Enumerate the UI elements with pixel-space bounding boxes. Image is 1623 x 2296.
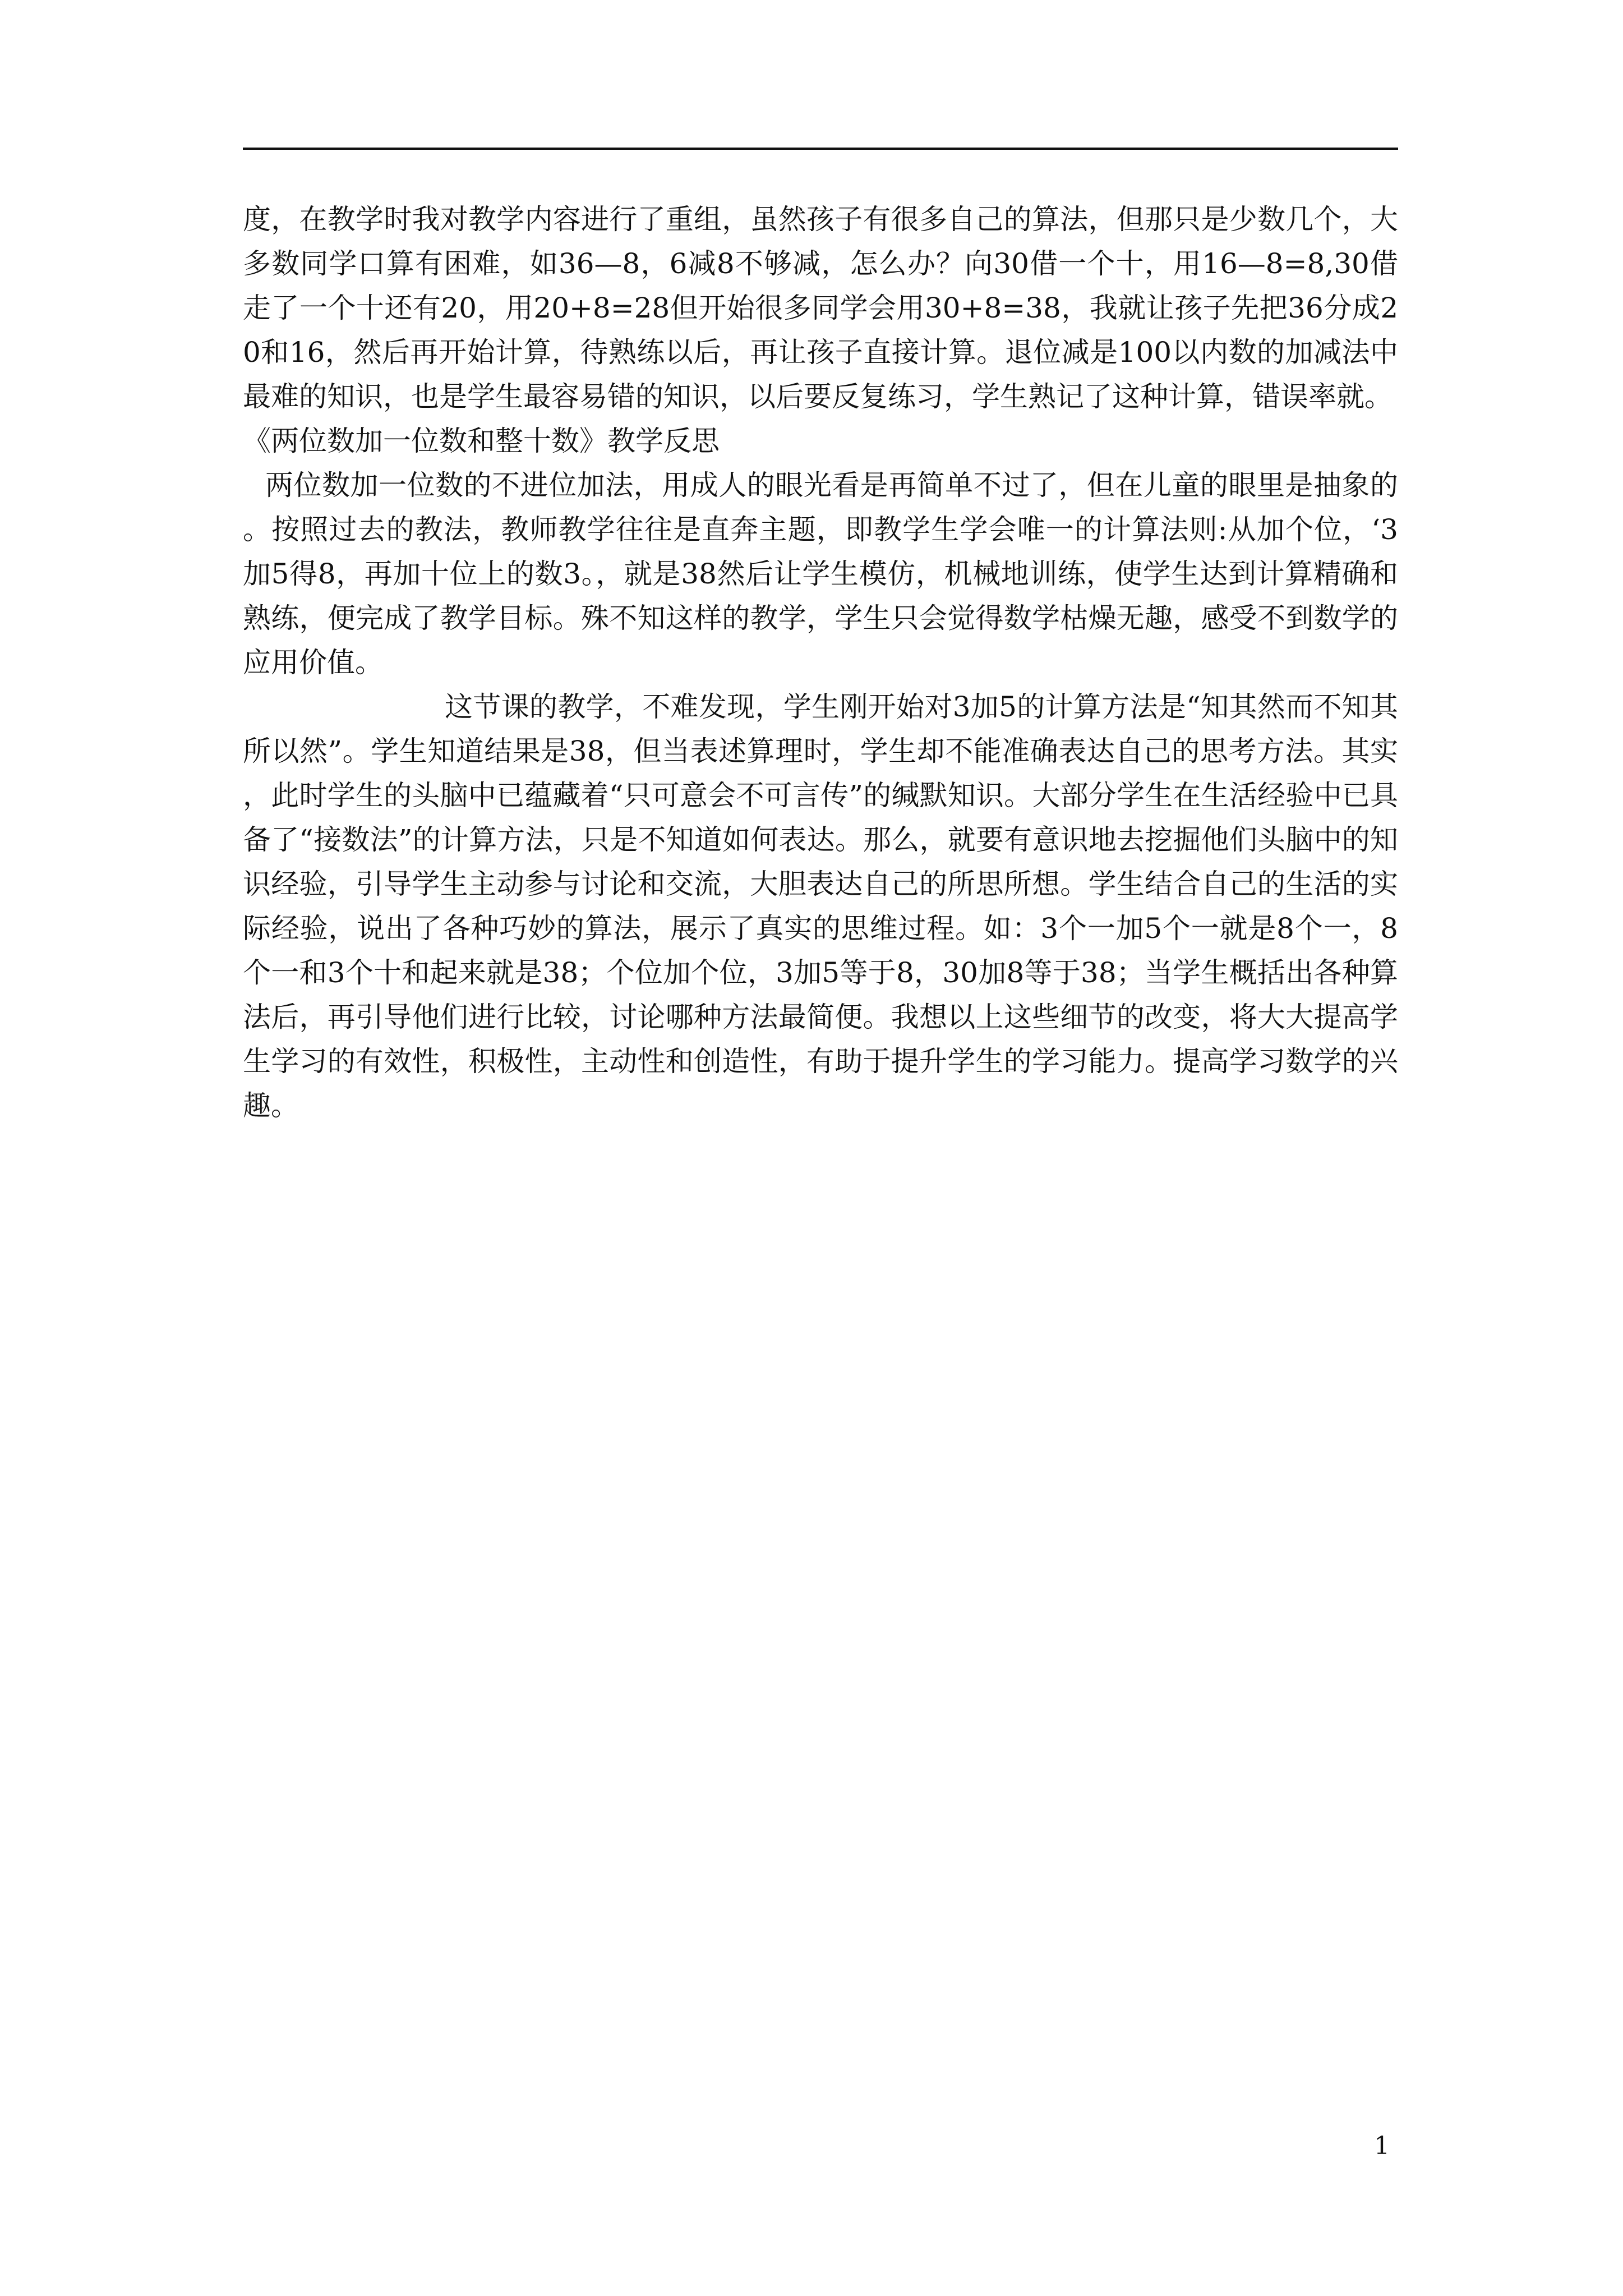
paragraph-lesson-reflection: 这节课的教学，不难发现，学生刚开始对3加5的计算方法是“知其然而不知其所以然”。学生知道结果是38，但当表述算理时，学生却不能准确表达自己的思考方法。其实，此时学生的头脑中已蕴藏着“只可意会不可言传”的缄默知识。大部分学生在生活经验中已具备了“接数法”的计算方法，只是不知道如何表达。那么，就要有意识地去挖掘他们头脑中的知识经验，引导学生主动参与讨论和交流，大胆表达自己的所思所想。学生结合自己的生活的实际经验，说出了各种巧妙的算法，展示了真实的思维过程。如：3个一加5个一就是8个一，8个一和3个十和起来就是38；个位加个位，3加5等于8，30加8等于38；当学生概括出各种算法后，再引导他们进行比较，讨论哪种方法最简便。我想以上这些细节的改变，将大大提高学生学习的有效性，积极性，主动性和创造性，有助于提升学生的学习能力。提高学习数学的兴趣。: [243, 691, 1398, 1122]
section-title: 《两位数加一位数和整十数》教学反思: [243, 425, 720, 457]
document-body: [243, 197, 1398, 1128]
page-number: 1: [1374, 2132, 1390, 2160]
paragraph-subtraction-reflection: 度，在教学时我对教学内容进行了重组，虽然孩子有很多自己的算法，但那只是少数几个，大多数同学口算有困难，如36—8，6减8不够减，怎么办？向30借一个十，用16—8=8,30借走了一个十还有20，用20+8=28但开始很多同学会用30+8=38，我就让孩子先把36分成20和16，然后再开始计算，待熟练以后，再让孩子直接计算。退位减是100以内数的加减法中最难的知识，也是学生最容易错的知识，以后要反复练习，学生熟记了这种计算，错误率就。: [243, 203, 1398, 413]
header-rule: [243, 148, 1398, 150]
paragraph-addition-intro: 两位数加一位数的不进位加法，用成人的眼光看是再简单不过了，但在儿童的眼里是抽象的。按照过去的教法，教师教学往往是直奔主题，即教学生学会唯一的计算法则:从加个位，‘3加5得8，再加十位上的数3。，就是38然后让学生模仿，机械地训练，使学生达到计算精确和熟练，便完成了教学目标。殊不知这样的教学，学生只会觉得数学枯燥无趣，感受不到数学的应用价值。: [243, 469, 1398, 679]
